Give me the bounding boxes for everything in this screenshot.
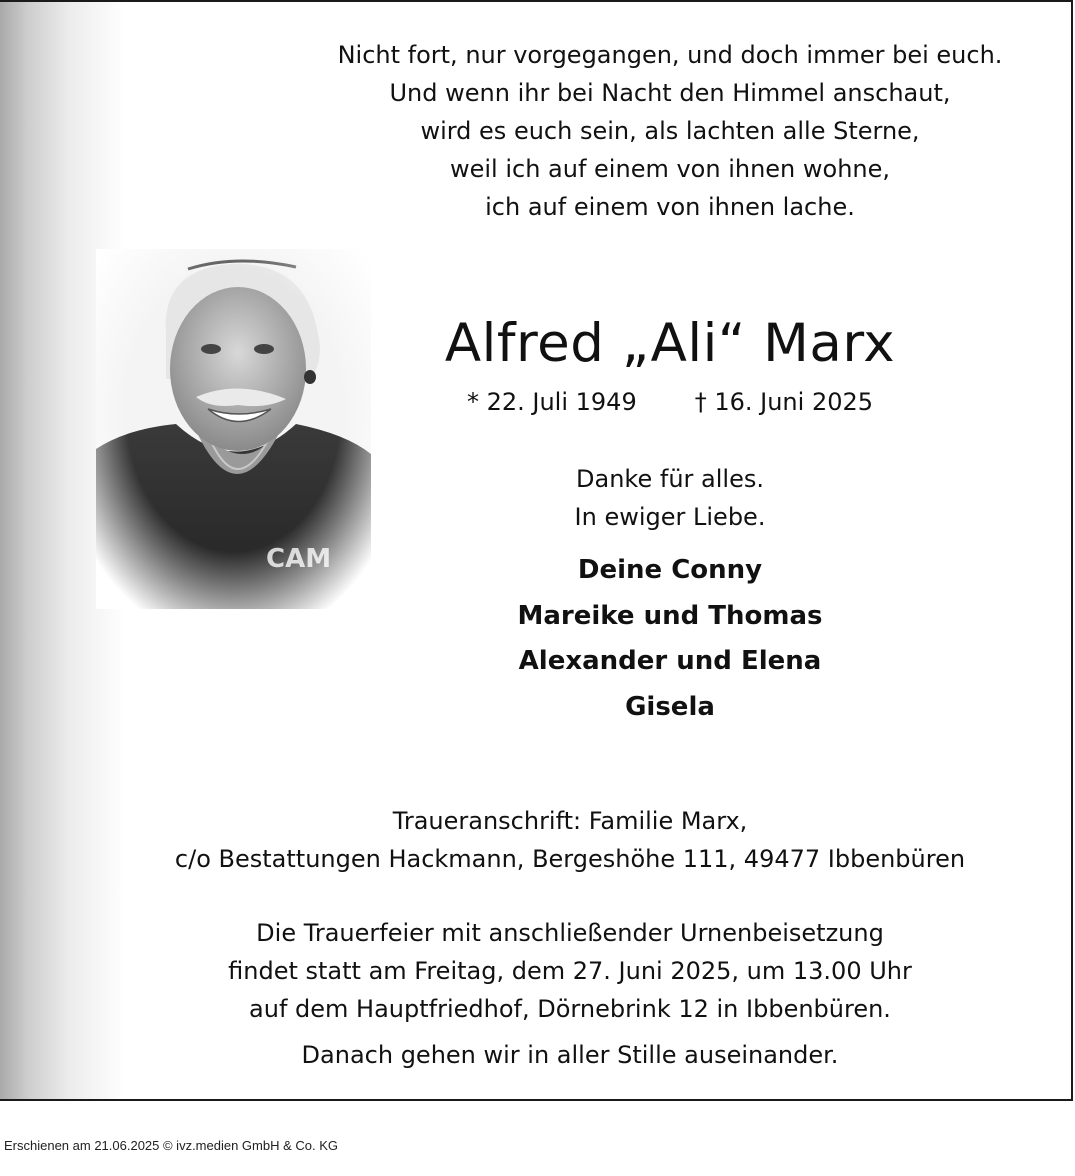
poem (290, 36, 1050, 226)
poem-line: Und wenn ihr bei Nacht den Himmel anschaut, (389, 79, 951, 107)
family-list (420, 548, 920, 730)
ceremony-line: auf dem Hauptfriedhof, Dörnebrink 12 in Ibbenbüren. (249, 995, 891, 1023)
family-member: Deine Conny (577, 555, 763, 585)
poem-line: wird es euch sein, als lachten alle Sterne, (420, 117, 920, 145)
funeral-details (120, 914, 1020, 1028)
closing-note: Danach gehen wir in aller Stille auseinander. (301, 1041, 839, 1069)
address-line: Traueranschrift: Familie Marx, (392, 807, 748, 835)
portrait-photo (96, 249, 371, 609)
birth-date: * 22. Juli 1949 (466, 388, 637, 416)
family-member: Alexander und Elena (518, 646, 822, 676)
ceremony-line: Die Trauerfeier mit anschließender Urnenbeisetzung (256, 919, 884, 947)
death-date: † 16. Juni 2025 (694, 388, 874, 416)
ceremony-line: findet statt am Freitag, dem 27. Juni 2025, um 13.00 Uhr (228, 957, 912, 985)
family-member: Gisela (625, 691, 715, 722)
poem-line: Nicht fort, nur vorgegangen, und doch immer bei euch. (337, 41, 1003, 69)
thanks-text (470, 460, 870, 536)
poem-line: weil ich auf einem von ihnen wohne, (449, 155, 891, 183)
address-line: c/o Bestattungen Hackmann, Bergeshöhe 111, 49477 Ibbenbüren (174, 845, 966, 873)
mourning-address (120, 802, 1020, 878)
thanks-line: Danke für alles. (576, 465, 764, 493)
poem-line: ich auf einem von ihnen lache. (485, 193, 855, 221)
deceased-name: Alfred „Ali“ Marx (444, 313, 896, 374)
life-dates (420, 382, 920, 422)
family-member: Mareike und Thomas (517, 600, 823, 631)
publication-footer: Erschienen am 21.06.2025 © ivz.medien GmbH & Co. KG (4, 1138, 339, 1153)
thanks-line: In ewiger Liebe. (574, 503, 766, 531)
